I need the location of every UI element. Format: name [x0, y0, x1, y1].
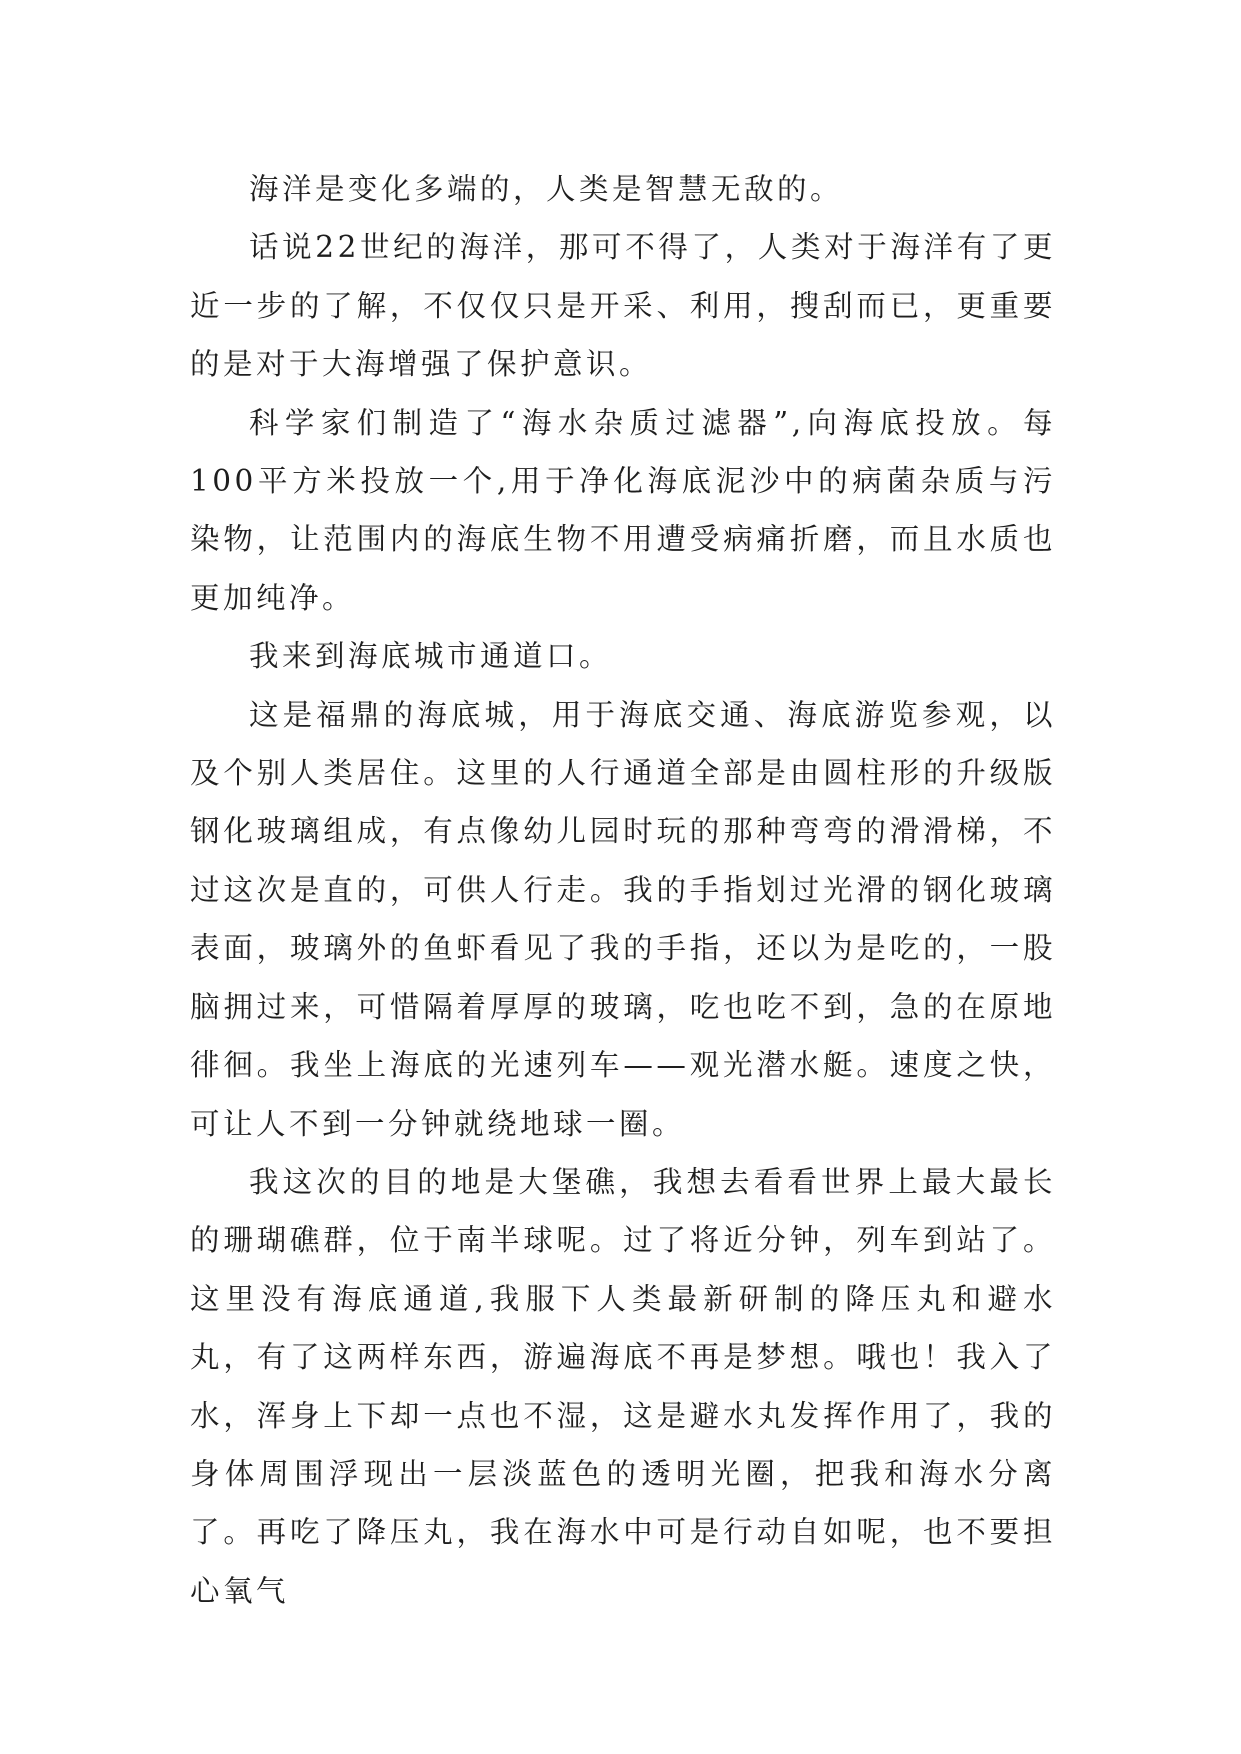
paragraph-6: 我这次的目的地是大堡礁，我想去看看世界上最大最长的珊瑚礁群，位于南半球呢。过了将近分钟，列车到站了。这里没有海底通道,我服下人类最新研制的降压丸和避水丸，有了这两样东西，游遍海底不再是梦想。哦也！我入了水，浑身上下却一点也不湿，这是避水丸发挥作用了，我的身体周围浮现出一层淡蓝色的透明光圈，把我和海水分离了。再吃了降压丸，我在海水中可是行动自如呢，也不要担心氧气 [190, 1164, 1056, 1608]
body-text [190, 160, 1056, 1620]
paragraph-2: 话说22世纪的海洋，那可不得了，人类对于海洋有了更近一步的了解，不仅仅只是开采、利用，搜刮而已，更重要的是对于大海增强了保护意识。 [190, 230, 1056, 382]
paragraph-5: 这是福鼎的海底城，用于海底交通、海底游览参观，以及个别人类居住。这里的人行通道全部是由圆柱形的升级版钢化玻璃组成，有点像幼儿园时玩的那种弯弯的滑滑梯，不过这次是直的，可供人行走。我的手指划过光滑的钢化玻璃表面，玻璃外的鱼虾看见了我的手指，还以为是吃的，一股脑拥过来，可惜隔着厚厚的玻璃，吃也吃不到，急的在原地徘徊。我坐上海底的光速列车——观光潜水艇。速度之快，可让人不到一分钟就绕地球一圈。 [190, 697, 1056, 1141]
paragraph-3: 科学家们制造了“海水杂质过滤器”,向海底投放。每100平方米投放一个,用于净化海底泥沙中的病菌杂质与污染物，让范围内的海底生物不用遭受病痛折磨，而且水质也更加纯净。 [190, 405, 1056, 615]
paragraph-4: 我来到海底城市通道口。 [249, 639, 613, 674]
paragraph-1: 海洋是变化多端的，人类是智慧无敌的。 [249, 172, 844, 206]
